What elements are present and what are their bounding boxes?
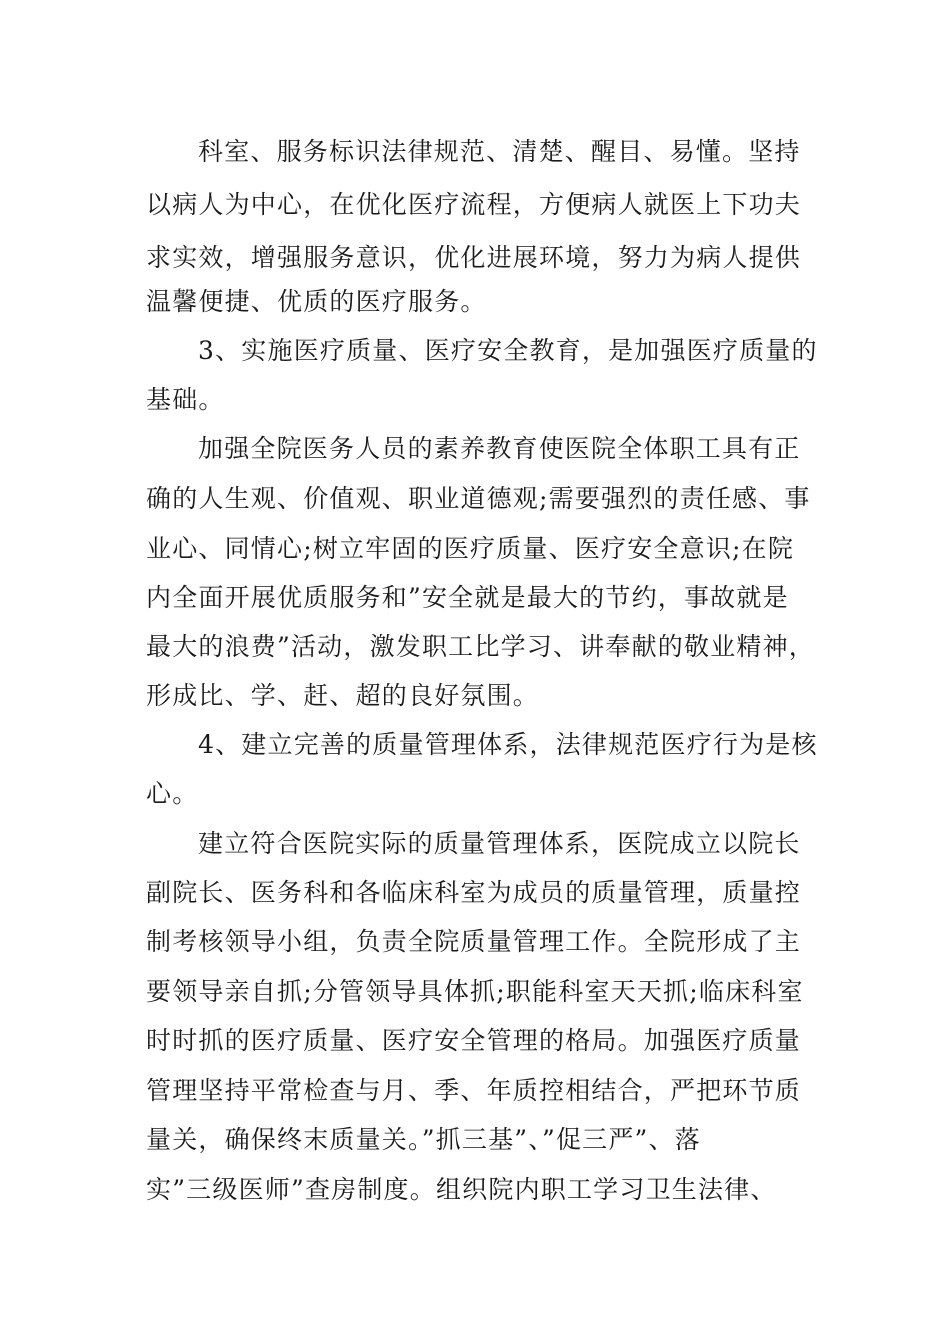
text-line: 时时抓的医疗质量、医疗安全管理的格局。加强医疗质量 — [146, 1026, 802, 1055]
text-line: 温馨便捷、优质的医疗服务。 — [146, 287, 487, 316]
text-line: 副院长、医务科和各临床科室为成员的质量管理，质量控 — [146, 878, 802, 907]
text-line: 加强全院医务人员的素养教育使医院全体职工具有正 — [198, 434, 801, 463]
text-line: 内全面开展优质服务和”安全就是最大的节约，事故就是 — [146, 583, 789, 612]
text-line: 最大的浪费”活动，激发职工比学习、讲奉献的敬业精神， — [146, 632, 815, 661]
text-line: 管理坚持平常检查与月、季、年质控相结合，严把环节质 — [146, 1076, 802, 1105]
text-line: 量关，确保终末质量关。”抓三基”、”促三严”、落 — [146, 1125, 701, 1154]
text-line: 3、实施医疗质量、医疗安全教育，是加强医疗质量的 — [198, 336, 818, 365]
text-line: 4、建立完善的质量管理体系，法律规范医疗行为是核 — [198, 730, 818, 759]
text-line: 科室、服务标识法律规范、清楚、醒目、易懂。坚持 — [198, 137, 801, 166]
text-line: 建立符合医院实际的质量管理体系，医院成立以院长 — [198, 829, 801, 858]
text-line: 实”三级医师”查房制度。组织院内职工学习卫生法律、 — [146, 1175, 777, 1204]
text-line: 制考核领导小组，负责全院质量管理工作。全院形成了主 — [146, 927, 802, 956]
text-line: 心。 — [146, 779, 199, 808]
text-line: 基础。 — [146, 385, 225, 414]
text-line: 确的人生观、价值观、职业道德观;需要强烈的责任感、事 — [146, 484, 811, 513]
text-line: 业心、同情心;树立牢固的医疗质量、医疗安全意识;在院 — [146, 534, 795, 563]
text-line: 求实效，增强服务意识，优化进展环境，努力为病人提供 — [146, 243, 802, 272]
text-line: 要领导亲自抓;分管领导具体抓;职能科室天天抓;临床科室 — [146, 977, 804, 1006]
text-line: 形成比、学、赶、超的良好氛围。 — [146, 681, 540, 710]
text-line: 以病人为中心，在优化医疗流程，方便病人就医上下功夫 — [146, 190, 802, 219]
